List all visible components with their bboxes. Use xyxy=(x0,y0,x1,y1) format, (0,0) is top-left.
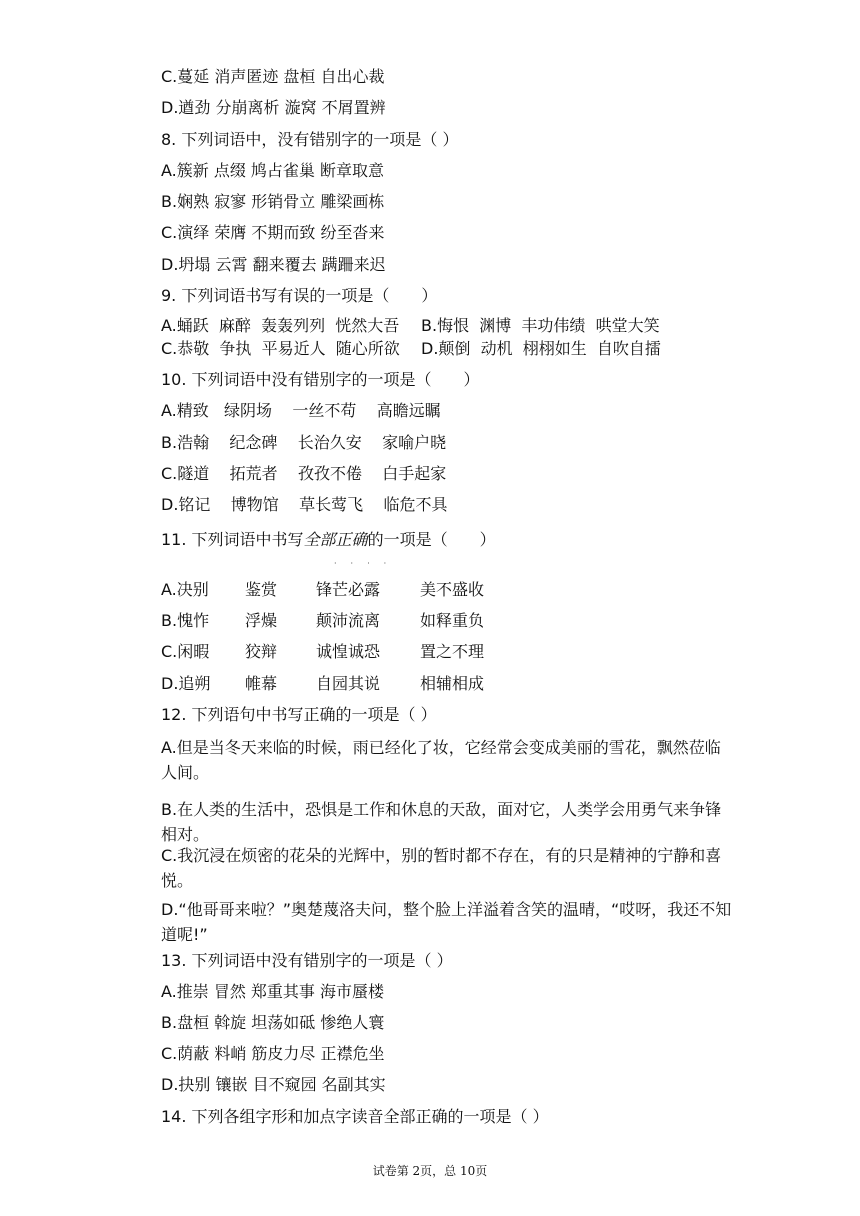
q11-option-b-word3: 颠沛流离 xyxy=(316,611,381,630)
q10-option-d: D.铭记 博物馆 草长莺飞 临危不具 xyxy=(161,495,448,514)
q11-option-b-word4: 如释重负 xyxy=(420,611,485,630)
q7-option-d: D.遒劲 分崩离析 漩窝 不屑置辨 xyxy=(161,98,386,117)
q11-option-d-label: D.追朔 xyxy=(161,674,211,693)
q11-option-a-word3: 锋芒必露 xyxy=(316,580,381,599)
q11-option-d-word3: 自园其说 xyxy=(316,674,381,693)
q12-option-a: A.但是当冬天来临的时候，雨已经化了妆，它经常会变成美丽的雪花，飘然莅临人间。 xyxy=(161,738,721,782)
q14-stem: 14. 下列各组字形和加点字读音全部正确的一项是（ ） xyxy=(161,1107,549,1126)
q10-stem: 10. 下列词语中没有错别字的一项是（ ） xyxy=(161,370,480,389)
q12-option-b: B.在人类的生活中，恐惧是工作和休息的天敌，面对它，人类学会用勇气来争锋相对。 xyxy=(161,800,722,844)
q10-option-a: A.精致 绿阴场 一丝不苟 高瞻远瞩 xyxy=(161,401,441,420)
q13-option-c: C.荫蔽 料峭 筋皮力尽 正襟危坐 xyxy=(161,1044,385,1063)
q9-stem: 9. 下列词语书写有误的一项是（ ） xyxy=(161,286,438,305)
q13-stem: 13. 下列词语中没有错别字的一项是（ ） xyxy=(161,951,453,970)
q11-option-c-word4: 置之不理 xyxy=(420,642,485,661)
q13-option-d: D.抉别 镶嵌 目不窥园 名副其实 xyxy=(161,1075,386,1094)
q13-option-a: A.推崇 冒然 郑重其事 海市蜃楼 xyxy=(161,982,385,1001)
q11-stem-prefix: 11. 下列词语中书写 xyxy=(161,530,304,549)
page-footer: 试卷第 2页，总 10页 xyxy=(372,1164,488,1178)
q12-stem: 12. 下列语句中书写正确的一项是（ ） xyxy=(161,705,437,724)
q11-stem xyxy=(161,530,496,550)
q11-option-a-word4: 美不盛收 xyxy=(420,580,485,599)
q11-stem-suffix: 的一项是（ ） xyxy=(367,530,496,549)
q11-option-c-label: C.闲暇 xyxy=(161,642,210,661)
q9-option-a: A.蛹跃 麻醉 轰轰列列 恍然大吾 xyxy=(161,316,400,335)
q11-option-d-word4: 相辅相成 xyxy=(420,674,485,693)
q8-option-d: D.坍塌 云霄 翻来覆去 蹒跚来迟 xyxy=(161,255,386,274)
q12-option-c: C.我沉浸在烦密的花朵的光辉中，别的暂时都不存在，有的只是精神的宁静和喜悦。 xyxy=(161,846,722,890)
q9-option-b: B.悔恨 渊博 丰功伟绩 哄堂大笑 xyxy=(421,316,660,335)
q8-option-a: A.簇新 点缀 鸠占雀巢 断章取意 xyxy=(161,161,385,180)
q11-option-a-label: A.决别 xyxy=(161,580,209,599)
q11-option-b-label: B.愧怍 xyxy=(161,611,210,630)
q7-option-c: C.蔓延 消声匿迹 盘桓 自出心裁 xyxy=(161,67,385,86)
q13-option-b: B.盘桓 斡旋 坦荡如砥 惨绝人寰 xyxy=(161,1013,385,1032)
q11-option-c-word2: 狡辩 xyxy=(245,642,278,661)
q10-option-b: B.浩翰 纪念碑 长治久安 家喻户晓 xyxy=(161,433,447,452)
q9-option-d: D.颠倒 动机 栩栩如生 自吹自擂 xyxy=(421,339,661,358)
q11-option-d-word2: 帷幕 xyxy=(245,674,278,693)
q11-emphasis-dots: ···· xyxy=(334,559,401,568)
q11-stem-emphasis: 全部正确 xyxy=(303,530,368,549)
q11-option-b-word2: 浮燥 xyxy=(245,611,278,630)
q11-option-c-word3: 诚惶诚恐 xyxy=(316,642,381,661)
q12-option-d: D.“他哥哥来啦？”奥楚蔑洛夫问，整个脸上洋溢着含笑的温晴，“哎呀，我还不知道呢!” xyxy=(161,900,732,944)
q11-option-a-word2: 鉴赏 xyxy=(245,580,278,599)
q9-option-c: C.恭敬 争执 平易近人 随心所欲 xyxy=(161,339,400,358)
q8-option-b: B.娴熟 寂寥 形销骨立 雕梁画栋 xyxy=(161,192,385,211)
q8-stem: 8. 下列词语中，没有错别字的一项是（ ） xyxy=(161,130,459,149)
q10-option-c: C.隧道 拓荒者 孜孜不倦 白手起家 xyxy=(161,464,447,483)
q8-option-c: C.演绎 荣膺 不期而致 纷至沓来 xyxy=(161,223,385,242)
